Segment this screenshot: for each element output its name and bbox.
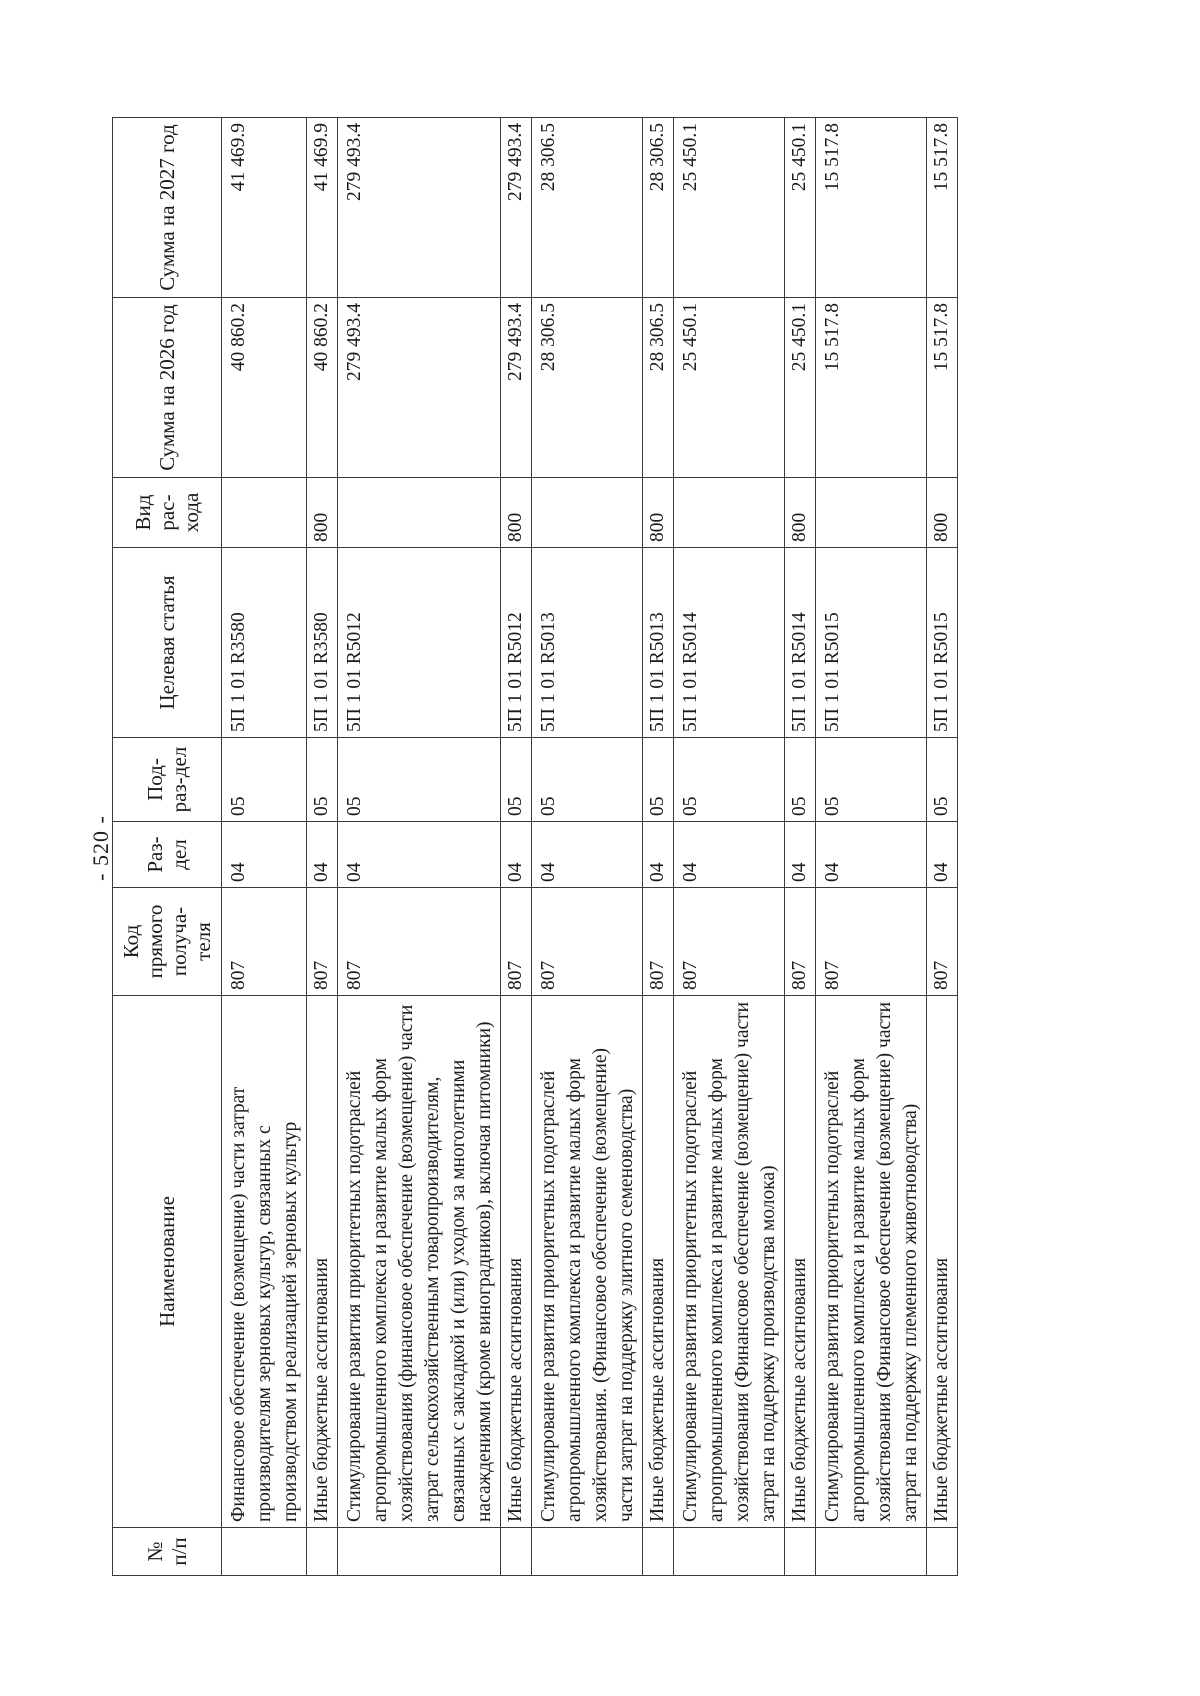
row-kod: 807	[307, 888, 338, 996]
row-razdel: 04	[816, 822, 927, 888]
header-statya: Целевая статья	[113, 548, 222, 738]
row-idx	[816, 1528, 927, 1576]
row-sum-2027: 15 517.8	[927, 118, 958, 298]
row-idx	[674, 1528, 785, 1576]
table-row	[927, 118, 958, 1576]
row-idx	[927, 1528, 958, 1576]
table-header	[113, 118, 222, 1576]
row-sum-2026: 25 450.1	[785, 298, 816, 478]
row-name: Иные бюджетные ассигнования	[785, 996, 816, 1528]
row-kod: 807	[643, 888, 674, 996]
table-row	[674, 118, 785, 1576]
row-name: Стимулирование развития приоритетных подотраслей агропромышленного комплекса и развитие малых форм хозяйствования. (Финансовое обеспечение (возмещение) части затрат на поддержку элитного семеноводства)	[532, 996, 643, 1528]
row-vid: 800	[501, 478, 532, 548]
row-name: Финансовое обеспечение (возмещение) части затрат производителям зерновых культур, связанных с производством и реализацией зерновых культур	[222, 996, 307, 1528]
row-kod: 807	[222, 888, 307, 996]
row-statya: 5П 1 01 R3580	[222, 548, 307, 738]
row-sum-2027: 279 493.4	[501, 118, 532, 298]
table-row	[222, 118, 307, 1576]
header-razdel: Раз-дел	[113, 822, 222, 888]
row-podrazdel: 05	[643, 738, 674, 822]
row-podrazdel: 05	[674, 738, 785, 822]
row-kod: 807	[532, 888, 643, 996]
table-body	[222, 118, 958, 1576]
row-sum-2027: 15 517.8	[816, 118, 927, 298]
row-statya: 5П 1 01 R5014	[785, 548, 816, 738]
row-razdel: 04	[532, 822, 643, 888]
header-kod: Код прямого получа-теля	[113, 888, 222, 996]
row-sum-2027: 28 306.5	[532, 118, 643, 298]
header-vid: Вид рас-хода	[113, 478, 222, 548]
row-sum-2027: 41 469.9	[307, 118, 338, 298]
row-name: Иные бюджетные ассигнования	[307, 996, 338, 1528]
row-idx	[532, 1528, 643, 1576]
row-razdel: 04	[643, 822, 674, 888]
row-vid	[338, 478, 501, 548]
row-statya: 5П 1 01 R5014	[674, 548, 785, 738]
row-idx	[643, 1528, 674, 1576]
row-razdel: 04	[674, 822, 785, 888]
row-name: Стимулирование развития приоритетных подотраслей агропромышленного комплекса и развитие малых форм хозяйствования (Финансовое обеспечение (возмещение) части затрат на поддержку племенного животноводства)	[816, 996, 927, 1528]
row-sum-2027: 41 469.9	[222, 118, 307, 298]
row-podrazdel: 05	[532, 738, 643, 822]
table-row	[501, 118, 532, 1576]
row-razdel: 04	[785, 822, 816, 888]
header-name: Наименование	[113, 996, 222, 1528]
row-kod: 807	[785, 888, 816, 996]
row-podrazdel: 05	[222, 738, 307, 822]
row-vid	[222, 478, 307, 548]
header-podrazdel: Под-раз-дел	[113, 738, 222, 822]
row-razdel: 04	[307, 822, 338, 888]
row-name: Иные бюджетные ассигнования	[927, 996, 958, 1528]
row-razdel: 04	[222, 822, 307, 888]
row-kod: 807	[501, 888, 532, 996]
row-sum-2027: 25 450.1	[674, 118, 785, 298]
row-statya: 5П 1 01 R3580	[307, 548, 338, 738]
row-name: Иные бюджетные ассигнования	[501, 996, 532, 1528]
row-sum-2027: 279 493.4	[338, 118, 501, 298]
row-idx	[222, 1528, 307, 1576]
row-statya: 5П 1 01 R5013	[643, 548, 674, 738]
row-sum-2026: 40 860.2	[222, 298, 307, 478]
row-kod: 807	[927, 888, 958, 996]
table-row	[338, 118, 501, 1576]
row-vid: 800	[643, 478, 674, 548]
row-statya: 5П 1 01 R5015	[816, 548, 927, 738]
row-kod: 807	[674, 888, 785, 996]
row-statya: 5П 1 01 R5015	[927, 548, 958, 738]
row-razdel: 04	[338, 822, 501, 888]
row-idx	[501, 1528, 532, 1576]
table-row	[532, 118, 643, 1576]
row-vid: 800	[927, 478, 958, 548]
row-podrazdel: 05	[338, 738, 501, 822]
row-sum-2026: 25 450.1	[674, 298, 785, 478]
row-sum-2026: 28 306.5	[532, 298, 643, 478]
row-statya: 5П 1 01 R5013	[532, 548, 643, 738]
page-number: - 520 -	[88, 815, 113, 881]
row-statya: 5П 1 01 R5012	[501, 548, 532, 738]
header-sum-2027: Сумма на 2027 год	[113, 118, 222, 298]
row-sum-2026: 15 517.8	[816, 298, 927, 478]
table-row	[307, 118, 338, 1576]
row-kod: 807	[816, 888, 927, 996]
row-podrazdel: 05	[816, 738, 927, 822]
row-sum-2026: 15 517.8	[927, 298, 958, 478]
row-podrazdel: 05	[927, 738, 958, 822]
row-podrazdel: 05	[785, 738, 816, 822]
row-kod: 807	[338, 888, 501, 996]
row-name: Иные бюджетные ассигнования	[643, 996, 674, 1528]
row-name: Стимулирование развития приоритетных подотраслей агропромышленного комплекса и развитие малых форм хозяйствования (финансовое обеспечение (возмещение) части затрат сельскохозяйственным товаропроизводителям, связанных с закладкой и (или) уходом за многолетними насаждениями (кроме виноградников), включая питомники)	[338, 996, 501, 1528]
row-vid: 800	[307, 478, 338, 548]
row-podrazdel: 05	[307, 738, 338, 822]
row-vid	[816, 478, 927, 548]
row-sum-2026: 279 493.4	[501, 298, 532, 478]
row-vid: 800	[785, 478, 816, 548]
row-sum-2026: 40 860.2	[307, 298, 338, 478]
row-vid	[532, 478, 643, 548]
row-razdel: 04	[927, 822, 958, 888]
row-idx	[307, 1528, 338, 1576]
row-podrazdel: 05	[501, 738, 532, 822]
table-row	[643, 118, 674, 1576]
row-vid	[674, 478, 785, 548]
row-idx	[338, 1528, 501, 1576]
table-row	[785, 118, 816, 1576]
table-row	[816, 118, 927, 1576]
row-razdel: 04	[501, 822, 532, 888]
row-statya: 5П 1 01 R5012	[338, 548, 501, 738]
row-idx	[785, 1528, 816, 1576]
row-sum-2027: 28 306.5	[643, 118, 674, 298]
budget-table	[112, 117, 958, 1576]
row-sum-2026: 279 493.4	[338, 298, 501, 478]
row-sum-2027: 25 450.1	[785, 118, 816, 298]
row-name: Стимулирование развития приоритетных подотраслей агропромышленного комплекса и развитие малых форм хозяйствования (Финансовое обеспечение (возмещение) части затрат на поддержку производства молока)	[674, 996, 785, 1528]
row-sum-2026: 28 306.5	[643, 298, 674, 478]
header-sum-2026: Сумма на 2026 год	[113, 298, 222, 478]
header-idx: № п/п	[113, 1528, 222, 1576]
